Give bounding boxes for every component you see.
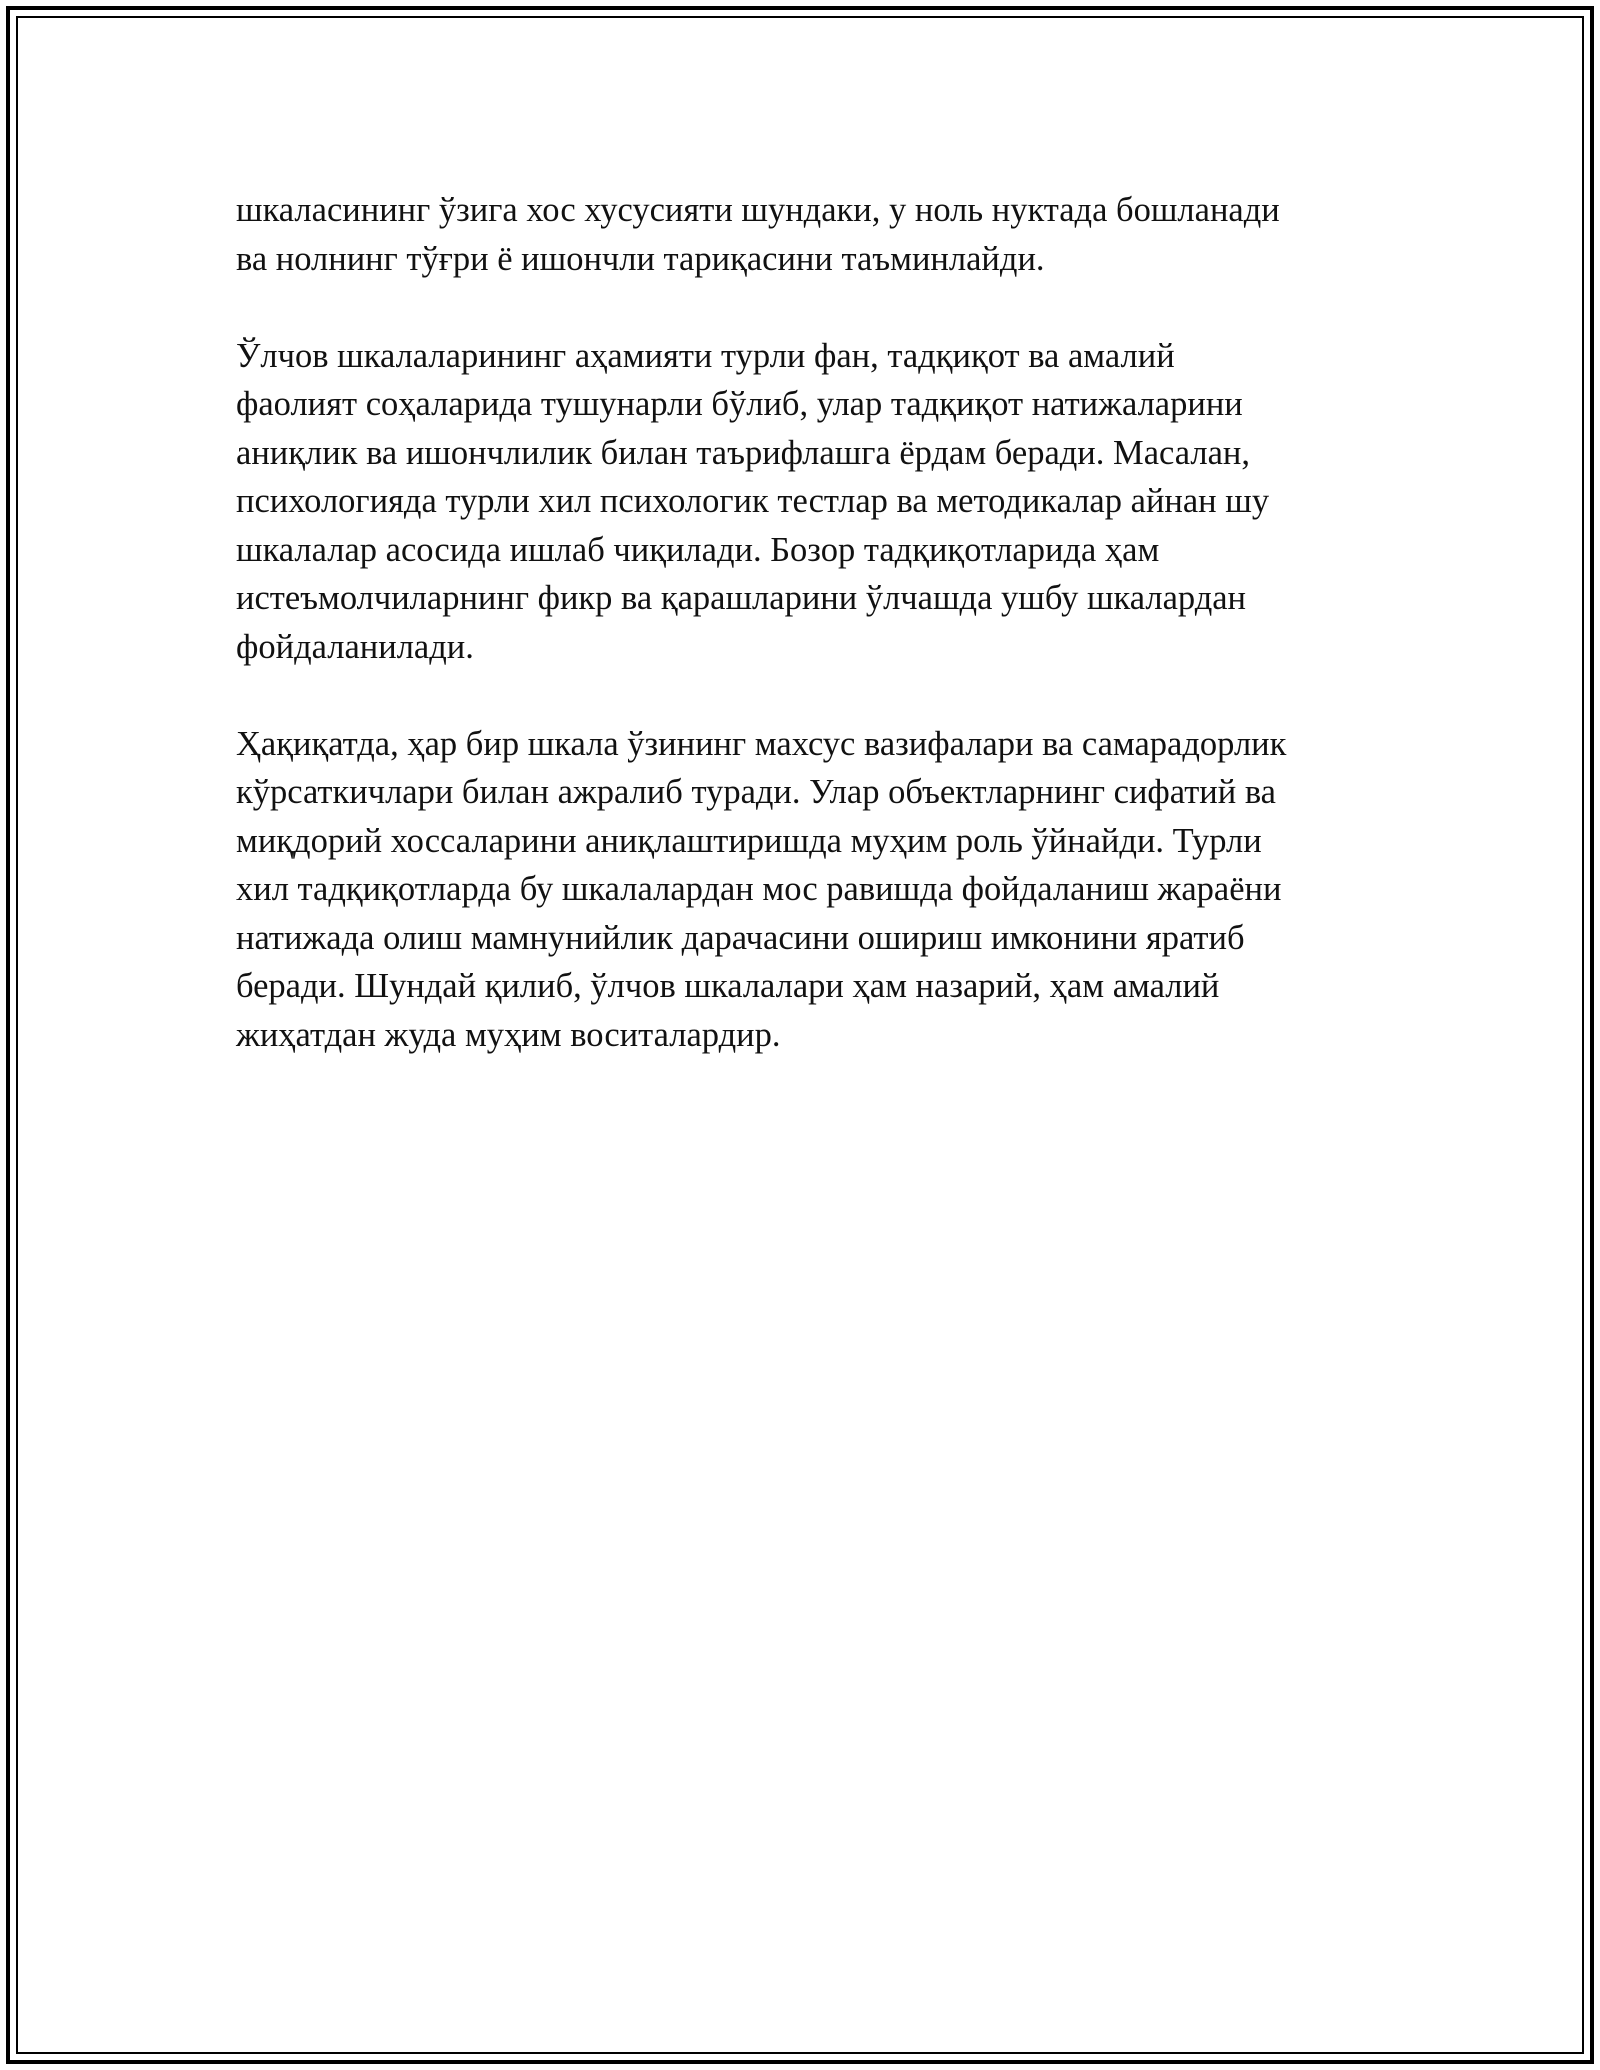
text-line: беради. Шундай қилиб, ўлчов шкалалари ҳам назарий, ҳам амалий xyxy=(236,967,1220,1005)
text-line: кўрсаткичлари билан ажралиб туради. Улар объектларнинг сифатий ва xyxy=(236,773,1276,811)
text-line: аниқлик ва ишончлилик билан таърифлашга ёрдам беради. Масалан, xyxy=(236,433,1250,472)
text-line: хил тадқиқотларда бу шкалалардан мос равишда фойдаланиш жараёни xyxy=(236,870,1282,908)
text-line: натижада олиш мамнунийлик дарачасини ошириш имконини яратиб xyxy=(236,918,1245,957)
text-line: фаолият соҳаларида тушунарли бўлиб, улар тадқиқот натижаларини xyxy=(236,385,1243,423)
paragraph-2 xyxy=(236,332,1366,672)
text-line: ва нолнинг тўғри ё ишончли тариқасини таъминлайди. xyxy=(236,239,1045,278)
paragraph-3 xyxy=(236,720,1366,1060)
text-line: миқдорий хоссаларини аниқлаштиришда муҳим роль ўйнайди. Турли xyxy=(236,821,1262,860)
text-line: психологияда турли хил психологик тестлар ва методикалар айнан шу xyxy=(236,482,1270,520)
text-line: Ўлчов шкалаларининг аҳамияти турли фан, тадқиқот ва амалий xyxy=(236,336,1175,375)
text-line: шкаласининг ўзига хос хусусияти шундаки, у ноль нуктада бошланади xyxy=(236,191,1280,229)
text-line: Ҳақиқатда, ҳар бир шкала ўзининг махсус вазифалари ва самарадорлик xyxy=(236,724,1287,763)
text-line: шкалалар асосида ишлаб чиқилади. Бозор тадқиқотларида ҳам xyxy=(236,530,1160,569)
paragraph-1 xyxy=(236,186,1366,283)
text-line: истеъмолчиларнинг фикр ва қарашларини ўлчашда ушбу шкалардан xyxy=(236,579,1247,617)
text-line: фойдаланилади. xyxy=(236,627,474,666)
document-body xyxy=(236,186,1366,1108)
text-line: жиҳатдан жуда муҳим воситалардир. xyxy=(236,1015,781,1054)
